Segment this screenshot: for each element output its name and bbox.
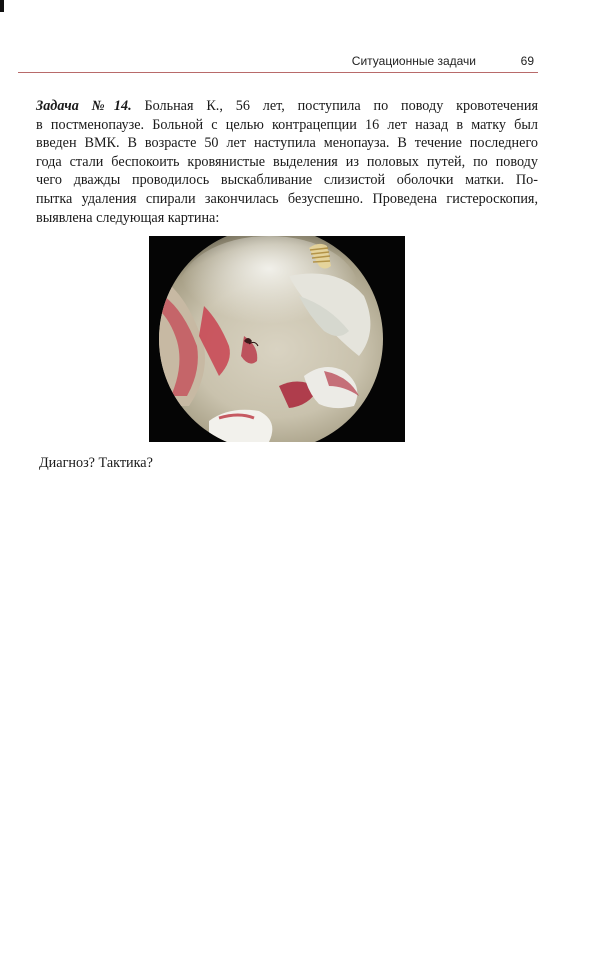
section-title: Ситуационные задачи — [351, 54, 476, 68]
task-line: введен ВМК. В возрасте 50 лет наступила менопауза. В течение последнего — [36, 135, 538, 152]
task-line: пытка удаления спирали закончилась безуспешно. Проведена гистероскопия, — [36, 190, 538, 207]
task-line: в постменопаузе. Больной с целью контрацепции 16 лет назад в матку был — [36, 116, 538, 133]
task-line: выявлена следующая картина: — [36, 209, 220, 226]
running-head — [18, 52, 538, 73]
task-line: чего дважды проводилось выскабливание слизистой оболочки матки. По- — [36, 172, 538, 189]
hysteroscopy-illustration — [149, 236, 405, 442]
task-paragraph — [36, 97, 538, 227]
hysteroscopy-image — [149, 236, 405, 442]
task-line: года стали беспокоить кровянистые выделения из половых путей, по поводу — [36, 153, 538, 170]
page-number: 69 — [520, 54, 534, 68]
task-line — [36, 97, 538, 116]
task-line-text: Больная К., 56 лет, поступила по поводу кровотечения — [144, 98, 539, 114]
question-text: Диагноз? Тактика? — [39, 455, 153, 471]
task-label: Задача №14. — [36, 98, 132, 114]
scan-corner-mark — [0, 0, 4, 12]
